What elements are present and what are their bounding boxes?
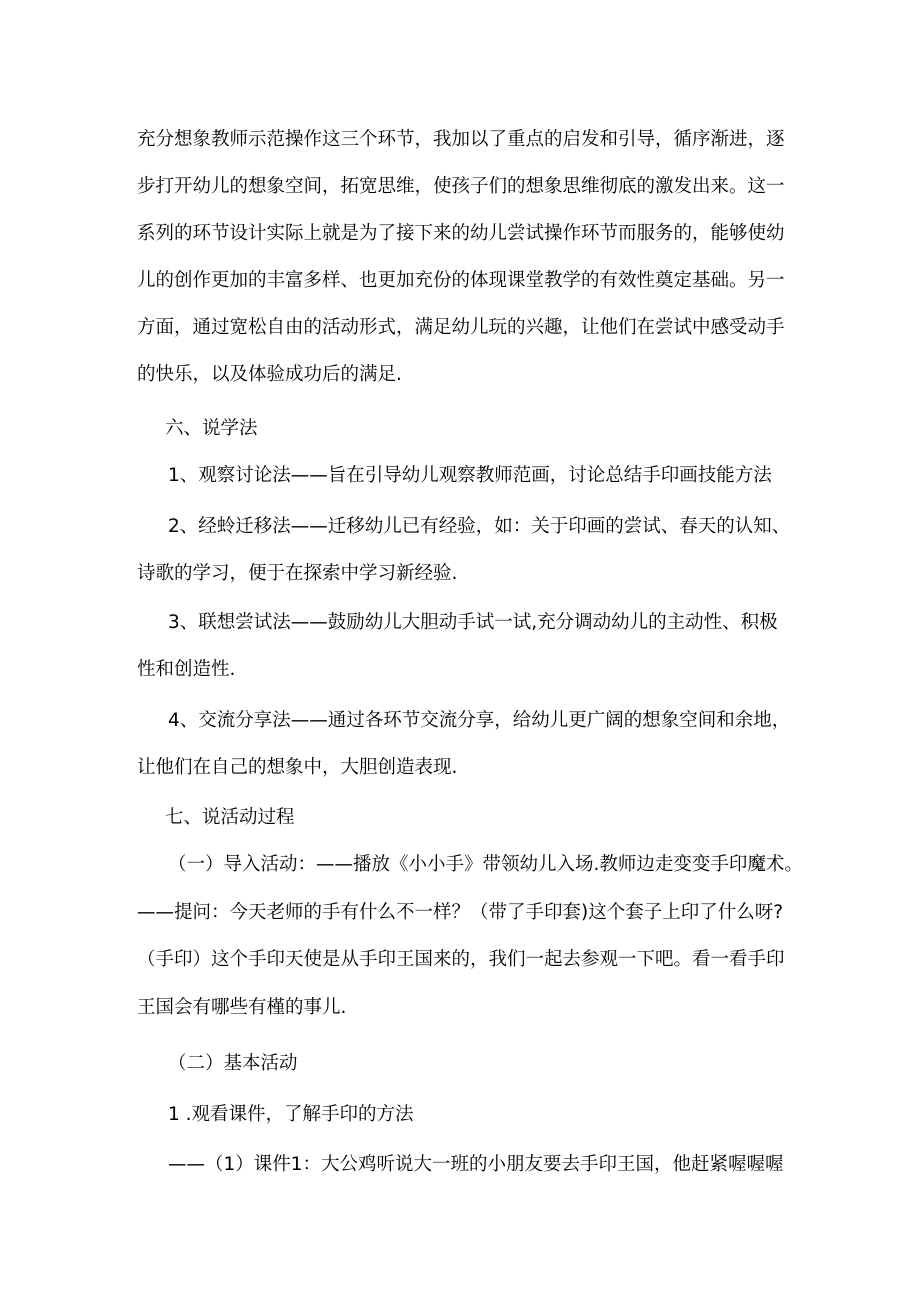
paragraph-line: 系列的环节设计实际上就是为了接下来的幼儿尝试操作环节而服务的，能够使幼	[137, 223, 785, 244]
method-exchange-sharing-line: 让他们在自己的想象中，大胆创造表现.	[137, 757, 458, 778]
step-1-heading: 1 .观看课件，了解手印的方法	[168, 1104, 414, 1125]
method-experience-transfer-line: 2、经蛉迁移法——迁移幼儿已有经验，如：关于印画的尝试、春天的认知、	[168, 516, 791, 537]
courseware-1-line: ——（1）课件1：大公鸡听说大一班的小朋友要去手印王国，他赶紧喔喔喔	[168, 1154, 784, 1175]
intro-activity-line: 王国会有哪些有槿的事儿.	[137, 997, 347, 1018]
basic-activity-heading: （二）基本活动	[168, 1053, 298, 1074]
method-observation-discussion: 1、观察讨论法——旨在引导幼儿观察教师范画，讨论总结手印画技能方法	[168, 465, 772, 486]
paragraph-line: 步打开幼儿的想象空间，拓宽思维，使孩子们的想象思维彻底的激发出来。这一	[137, 176, 785, 197]
paragraph-line: 方面，通过宽松自由的活动形式，满足幼儿玩的兴趣，让他们在尝试中感受动手	[137, 317, 785, 338]
paragraph-line: 的快乐，以及体验成功后的满足.	[137, 364, 402, 385]
section-heading-activity-process: 七、说活动过程	[165, 807, 295, 828]
intro-activity-line: （一）导入活动：——播放《小小手》带领幼儿入场.教师边走变变手印魔术。	[168, 854, 803, 875]
method-association-trial-line: 3、联想尝试法——鼓励幼儿大胆动手试一试,充分调动幼儿的主动性、积极	[168, 612, 778, 633]
intro-activity-line: （手印）这个手印天使是从手印王国来的，我们一起去参观一下吧。看一看手印	[137, 949, 785, 970]
paragraph-line: 充分想象教师示范操作这三个环节，我加以了重点的启发和引导，循序渐进，逐	[137, 129, 785, 150]
method-exchange-sharing-line: 4、交流分享法——通过各环节交流分享，给幼儿更广阔的想象空间和余地，	[168, 710, 791, 731]
intro-activity-line: ——提问：今天老师的手有什么不一样？（带了手印套)这个套子上印了什么呀?	[137, 902, 784, 923]
section-heading-learning-methods: 六、说学法	[165, 418, 258, 439]
method-experience-transfer-line: 诗歌的学习，便于在探索中学习新经验.	[137, 563, 458, 584]
method-association-trial-line: 性和创造性.	[137, 659, 236, 680]
paragraph-line: 儿的创作更加的丰富多样、也更加充份的体现课堂教学的有效性奠定基础。另一	[137, 270, 785, 291]
